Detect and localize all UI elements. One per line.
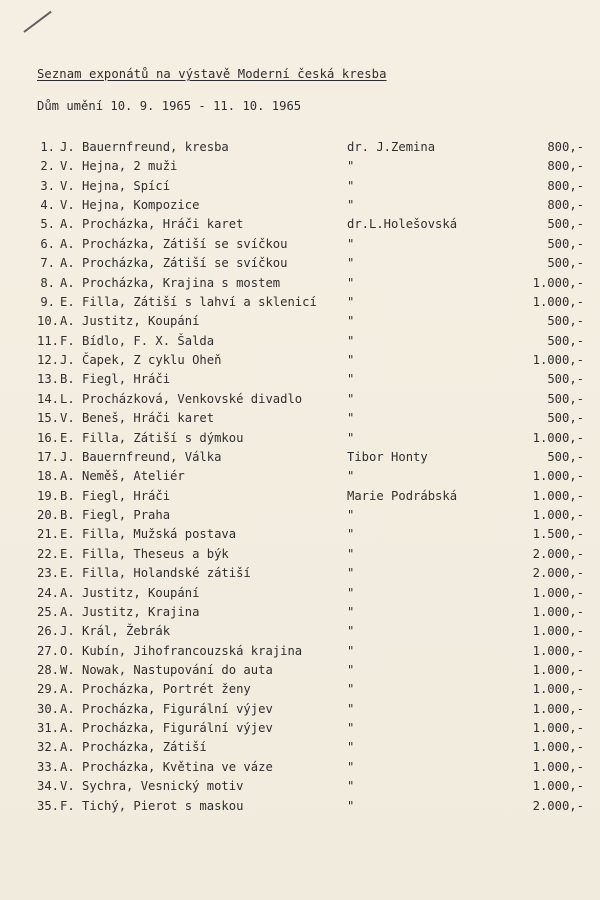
item-owner: "	[347, 624, 355, 639]
list-item	[0, 738, 600, 757]
item-owner: "	[347, 546, 355, 561]
item-price: 500,-	[547, 314, 584, 329]
item-owner: "	[347, 256, 355, 271]
item-work: J. Čapek, Z cyklu Oheň	[60, 353, 222, 368]
item-price: 500,-	[547, 449, 584, 464]
item-work: V. Beneš, Hráči karet	[60, 411, 215, 426]
item-price: 1.000,-	[532, 604, 584, 619]
item-owner: "	[347, 411, 355, 426]
item-work: A. Procházka, Figurální výjev	[60, 701, 273, 716]
item-number: 21.	[37, 527, 60, 542]
list-item	[0, 332, 600, 351]
item-work: B. Fiegl, Hráči	[60, 372, 171, 387]
item-number: 8.	[40, 275, 55, 290]
list-item	[0, 409, 600, 428]
item-price: 1.000,-	[532, 740, 584, 755]
list-item	[0, 545, 600, 564]
item-owner: "	[347, 372, 355, 387]
item-number: 29.	[37, 682, 60, 697]
item-work: A. Procházka, Krajina s mostem	[60, 275, 281, 290]
item-number: 30.	[37, 701, 60, 716]
item-work: F. Tichý, Pierot s maskou	[60, 798, 244, 813]
item-work: V. Hejna, Spící	[60, 178, 171, 193]
list-item	[0, 177, 600, 196]
item-price: 1.000,-	[532, 508, 584, 523]
item-number: 22.	[37, 546, 60, 561]
item-owner: "	[347, 353, 355, 368]
item-owner: "	[347, 294, 355, 309]
item-owner: "	[347, 740, 355, 755]
item-owner: dr.L.Holešovská	[347, 217, 458, 232]
item-number: 20.	[37, 508, 60, 523]
item-number: 10.	[37, 314, 60, 329]
item-number: 12.	[37, 353, 60, 368]
item-work: A. Procházka, Zátiší	[60, 740, 207, 755]
item-work: A. Justitz, Koupání	[60, 585, 200, 600]
item-owner: "	[347, 721, 355, 736]
item-number: 3.	[40, 178, 55, 193]
item-price: 500,-	[547, 333, 584, 348]
item-price: 1.500,-	[532, 527, 584, 542]
item-price: 1.000,-	[532, 275, 584, 290]
item-work: O. Kubín, Jihofrancouzská krajina	[60, 643, 303, 658]
item-price: 1.000,-	[532, 662, 584, 677]
item-number: 31.	[37, 721, 60, 736]
item-work: A. Justitz, Krajina	[60, 604, 200, 619]
item-work: E. Filla, Zátiší s dýmkou	[60, 430, 244, 445]
item-number: 5.	[40, 217, 55, 232]
list-item	[0, 603, 600, 622]
list-item	[0, 700, 600, 719]
item-number: 32.	[37, 740, 60, 755]
item-number: 17.	[37, 449, 60, 464]
item-price: 2.000,-	[532, 798, 584, 813]
list-item	[0, 274, 600, 293]
item-number: 15.	[37, 411, 60, 426]
item-owner: "	[347, 275, 355, 290]
item-price: 1.000,-	[532, 488, 584, 503]
list-item	[0, 564, 600, 583]
item-number: 26.	[37, 624, 60, 639]
list-item	[0, 351, 600, 370]
item-price: 500,-	[547, 236, 584, 251]
item-owner: "	[347, 159, 355, 174]
list-item	[0, 467, 600, 486]
item-number: 11.	[37, 333, 60, 348]
item-work: F. Bídlo, F. X. Šalda	[60, 333, 215, 348]
list-item	[0, 235, 600, 254]
item-work: E. Filla, Holandské zátiší	[60, 566, 251, 581]
item-work: A. Procházka, Portrét ženy	[60, 682, 251, 697]
item-number: 9.	[40, 294, 55, 309]
item-number: 25.	[37, 604, 60, 619]
item-number: 34.	[37, 779, 60, 794]
item-owner: "	[347, 566, 355, 581]
item-work: L. Procházková, Venkovské divadlo	[60, 391, 303, 406]
item-owner: Tibor Honty	[347, 449, 428, 464]
item-work: V. Sychra, Vesnický motiv	[60, 779, 244, 794]
list-item	[0, 680, 600, 699]
item-number: 2.	[40, 159, 55, 174]
item-work: A. Neměš, Ateliér	[60, 469, 185, 484]
item-number: 35.	[37, 798, 60, 813]
item-price: 800,-	[547, 178, 584, 193]
item-number: 13.	[37, 372, 60, 387]
item-owner: "	[347, 662, 355, 677]
item-number: 23.	[37, 566, 60, 581]
item-owner: "	[347, 178, 355, 193]
item-number: 28.	[37, 662, 60, 677]
list-item	[0, 642, 600, 661]
item-owner: "	[347, 469, 355, 484]
list-item	[0, 797, 600, 816]
list-item	[0, 254, 600, 273]
list-item	[0, 312, 600, 331]
item-owner: "	[347, 798, 355, 813]
item-work: J. Bauernfreund, kresba	[60, 140, 229, 154]
item-owner: "	[347, 314, 355, 329]
item-work: A. Procházka, Hráči karet	[60, 217, 244, 232]
item-price: 1.000,-	[532, 682, 584, 697]
item-price: 1.000,-	[532, 779, 584, 794]
item-work: V. Hejna, Kompozice	[60, 198, 200, 213]
item-owner: "	[347, 391, 355, 406]
item-price: 1.000,-	[532, 294, 584, 309]
list-item	[0, 661, 600, 680]
item-work: E. Filla, Zátiší s lahví a sklenicí	[60, 294, 317, 309]
item-work: E. Filla, Theseus a býk	[60, 546, 229, 561]
item-number: 33.	[37, 759, 60, 774]
item-owner: "	[347, 604, 355, 619]
item-price: 2.000,-	[532, 566, 584, 581]
item-owner: "	[347, 527, 355, 542]
list-item	[0, 196, 600, 215]
item-work: A. Procházka, Zátiší se svíčkou	[60, 236, 288, 251]
list-item	[0, 293, 600, 312]
item-work: B. Fiegl, Hráči	[60, 488, 171, 503]
document-subtitle: Dům umění 10. 9. 1965 - 11. 10. 1965	[37, 99, 302, 113]
item-price: 800,-	[547, 159, 584, 174]
item-price: 500,-	[547, 256, 584, 271]
item-owner: "	[347, 333, 355, 348]
item-work: B. Fiegl, Praha	[60, 508, 171, 523]
document-title: Seznam exponátů na výstavě Moderní česká kresba	[37, 67, 387, 81]
item-price: 1.000,-	[532, 721, 584, 736]
item-work: W. Nowak, Nastupování do auta	[60, 662, 273, 677]
item-work: A. Procházka, Květina ve váze	[60, 759, 273, 774]
item-number: 14.	[37, 391, 60, 406]
item-owner: "	[347, 236, 355, 251]
item-owner: "	[347, 585, 355, 600]
item-owner: "	[347, 508, 355, 523]
list-item	[0, 758, 600, 777]
item-number: 16.	[37, 430, 60, 445]
item-owner: Marie Podrábská	[347, 488, 458, 503]
item-price: 1.000,-	[532, 759, 584, 774]
item-owner: "	[347, 430, 355, 445]
list-item	[0, 525, 600, 544]
list-item	[0, 622, 600, 641]
list-item	[0, 370, 600, 389]
item-price: 500,-	[547, 372, 584, 387]
item-price: 1.000,-	[532, 430, 584, 445]
list-item	[0, 215, 600, 234]
item-number: 7.	[40, 256, 55, 271]
list-item	[0, 448, 600, 467]
item-price: 1.000,-	[532, 353, 584, 368]
list-item	[0, 584, 600, 603]
item-price: 500,-	[547, 217, 584, 232]
item-work: J. Bauernfreund, Válka	[60, 449, 222, 464]
item-price: 1.000,-	[532, 469, 584, 484]
list-item	[0, 506, 600, 525]
list-item	[0, 777, 600, 796]
item-price: 1.000,-	[532, 643, 584, 658]
list-item	[0, 719, 600, 738]
item-price: 500,-	[547, 411, 584, 426]
list-item	[0, 487, 600, 506]
item-owner: "	[347, 701, 355, 716]
item-number: 6.	[40, 236, 55, 251]
item-number: 27.	[37, 643, 60, 658]
item-work: V. Hejna, 2 muži	[60, 159, 178, 174]
item-owner: "	[347, 759, 355, 774]
item-work: J. Král, Žebrák	[60, 624, 171, 639]
item-price: 500,-	[547, 391, 584, 406]
item-price: 1.000,-	[532, 701, 584, 716]
item-owner: "	[347, 643, 355, 658]
item-work: A. Justitz, Koupání	[60, 314, 200, 329]
item-number: 24.	[37, 585, 60, 600]
list-item	[0, 390, 600, 409]
item-owner: dr. J.Zemina	[347, 140, 436, 154]
list-item	[0, 138, 600, 157]
item-number: 1.	[40, 140, 55, 154]
list-item	[0, 429, 600, 448]
item-price: 800,-	[547, 140, 584, 154]
item-work: A. Procházka, Figurální výjev	[60, 721, 273, 736]
item-number: 19.	[37, 488, 60, 503]
item-work: E. Filla, Mužská postava	[60, 527, 237, 542]
item-owner: "	[347, 682, 355, 697]
list-item	[0, 157, 600, 176]
item-price: 1.000,-	[532, 585, 584, 600]
item-work: A. Procházka, Zátiší se svíčkou	[60, 256, 288, 271]
item-price: 1.000,-	[532, 624, 584, 639]
item-price: 2.000,-	[532, 546, 584, 561]
item-number: 18.	[37, 469, 60, 484]
item-number: 4.	[40, 198, 55, 213]
item-owner: "	[347, 779, 355, 794]
item-price: 800,-	[547, 198, 584, 213]
item-owner: "	[347, 198, 355, 213]
